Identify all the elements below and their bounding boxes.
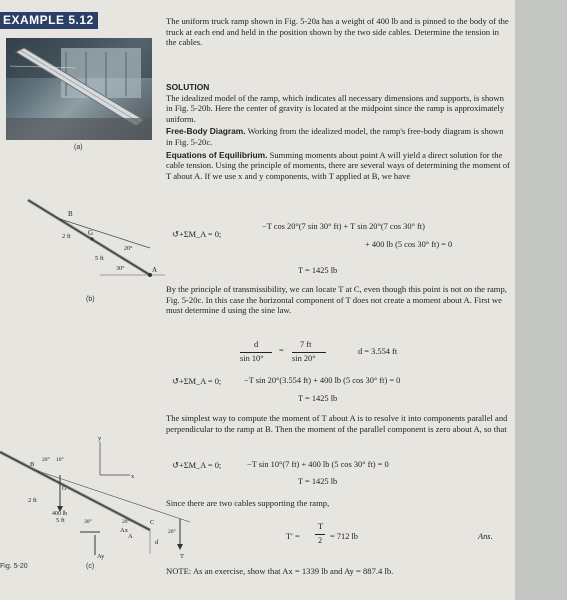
fbd-label-20c: 20° bbox=[168, 529, 176, 535]
final-fraction-bar bbox=[315, 534, 325, 535]
eq1-line1: −T cos 20°(7 sin 30° ft) + T sin 20°(7 cos 30° ft) bbox=[262, 222, 425, 231]
eq1-result: T = 1425 lb bbox=[298, 266, 338, 275]
cable-line bbox=[60, 219, 150, 248]
figure-number: Fig. 5-20 bbox=[0, 563, 28, 570]
label-5ft: 5 ft bbox=[95, 255, 104, 262]
label-angle20: 20° bbox=[124, 246, 133, 252]
para-two-cables: Since there are two cables supporting the ramp, bbox=[166, 498, 330, 508]
fbd-label-Ay: Ay bbox=[97, 553, 105, 560]
note-exercise: NOTE: As an exercise, show that Ax = 1339 lb and Ay = 887.4 lb. bbox=[166, 566, 394, 576]
final-lhs: T′ = bbox=[286, 532, 300, 541]
eq-heading: Equations of Equilibrium. bbox=[166, 149, 268, 160]
idealized-model-diagram bbox=[0, 190, 165, 300]
sine-num-left: d bbox=[254, 340, 259, 349]
fbd-heading: Free-Body Diagram. bbox=[166, 126, 246, 137]
fraction-bar-left bbox=[240, 352, 272, 353]
answer-tag: Ans. bbox=[478, 532, 493, 541]
fbd-label-C: C bbox=[150, 519, 155, 526]
label-y: y bbox=[98, 435, 102, 442]
label-G: G bbox=[88, 229, 94, 237]
para-components: The simplest way to compute the moment of T about A is to resolve it into components parallel and perpendicular to the ramp at B. Then the moment of the parallel component is zero about A, so that bbox=[166, 413, 508, 434]
fbd-label-5ft: 5 ft bbox=[56, 517, 65, 524]
sine-equals: = bbox=[279, 346, 284, 355]
eq2-result: T = 1425 lb bbox=[298, 394, 338, 403]
page-margin bbox=[515, 0, 567, 600]
fbd-label-T: T bbox=[180, 553, 184, 560]
sine-result: d = 3.554 ft bbox=[358, 347, 398, 356]
label-angle30: 30° bbox=[116, 266, 125, 272]
final-result: = 712 lb bbox=[330, 532, 358, 541]
fbd-label-20b: 20° bbox=[122, 519, 130, 525]
sine-den-right: sin 20° bbox=[292, 354, 316, 363]
eq1-lhs: ↺+ΣM_A = 0; bbox=[172, 230, 222, 239]
fbd-label-400lb: 400 lb bbox=[52, 511, 68, 517]
label-A: A bbox=[152, 266, 158, 274]
caption-b: (b) bbox=[86, 296, 95, 303]
solution-intro: The idealized model of the ramp, which indicates all necessary dimensions and supports, is shown in Fig. 5-20b. Here the center of gravity is located at the midpoint since the ramp is approximately uniform. bbox=[166, 92, 505, 124]
truck-ramp-photo bbox=[6, 38, 152, 140]
eq3-lhs: ↺+ΣM_A = 0; bbox=[172, 461, 222, 470]
fbd-label-2ft: 2 ft bbox=[28, 497, 37, 504]
label-x: x bbox=[131, 473, 135, 480]
fbd-label-30: 30° bbox=[84, 519, 92, 525]
sine-den-left: sin 10° bbox=[240, 354, 264, 363]
fraction-bar-right bbox=[292, 352, 326, 353]
eq2-body: −T sin 20°(3.554 ft) + 400 lb (5 cos 30° ft) = 0 bbox=[244, 376, 401, 385]
sine-num-right: 7 ft bbox=[300, 340, 312, 349]
truck-ramp-photo-art bbox=[6, 38, 152, 140]
problem-statement: The uniform truck ramp shown in Fig. 5-20a has a weight of 400 lb and is pinned to the body of the truck at each end and held in the position shown by the two side cables. Determine the tension in the cables. bbox=[166, 16, 509, 48]
fbd-label-A: A bbox=[128, 533, 133, 540]
para-transmissibility: By the principle of transmissibility, we can locate T at C, even though this point is not on the ramp, Fig. 5-20c. In this case the horizontal component of T does not create a moment about A. First we must determine d using the sine law. bbox=[166, 284, 507, 316]
label-2ft: 2 ft bbox=[62, 233, 71, 240]
caption-c: (c) bbox=[86, 563, 95, 570]
fbd-label-20a: 20° bbox=[42, 457, 50, 463]
fbd-label-10: 10° bbox=[56, 457, 64, 463]
example-label: EXAMPLE 5.12 bbox=[0, 12, 98, 29]
final-num: T bbox=[318, 522, 324, 531]
eq3-result: T = 1425 lb bbox=[298, 477, 338, 486]
eq-text: Summing moments about point A will yield a direct solution for the cable tension. Using the principle of moments, there are several ways of determining the moment of T about A. If we use x and y components, with T applied at B, we have bbox=[166, 149, 510, 181]
fbd-label-B: B bbox=[30, 461, 35, 468]
fbd-text: Working from the idealized model, the ramp's free-body diagram is shown in Fig. 5-20c. bbox=[166, 126, 504, 147]
fbd-label-d: d bbox=[155, 539, 159, 546]
eq2-lhs: ↺+ΣM_A = 0; bbox=[172, 377, 222, 386]
eq1-line2: + 400 lb (5 cos 30° ft) = 0 bbox=[365, 240, 453, 249]
caption-a: (a) bbox=[74, 144, 83, 151]
solution-heading: SOLUTION bbox=[166, 82, 210, 92]
label-B: B bbox=[68, 210, 73, 218]
fbd-label-G: G bbox=[62, 485, 67, 492]
fbd-label-Ax: Ax bbox=[120, 527, 128, 534]
solution-block bbox=[166, 82, 510, 181]
final-den: 2 bbox=[318, 536, 323, 545]
eq3-body: −T sin 10°(7 ft) + 400 lb (5 cos 30° ft) = 0 bbox=[247, 460, 389, 469]
